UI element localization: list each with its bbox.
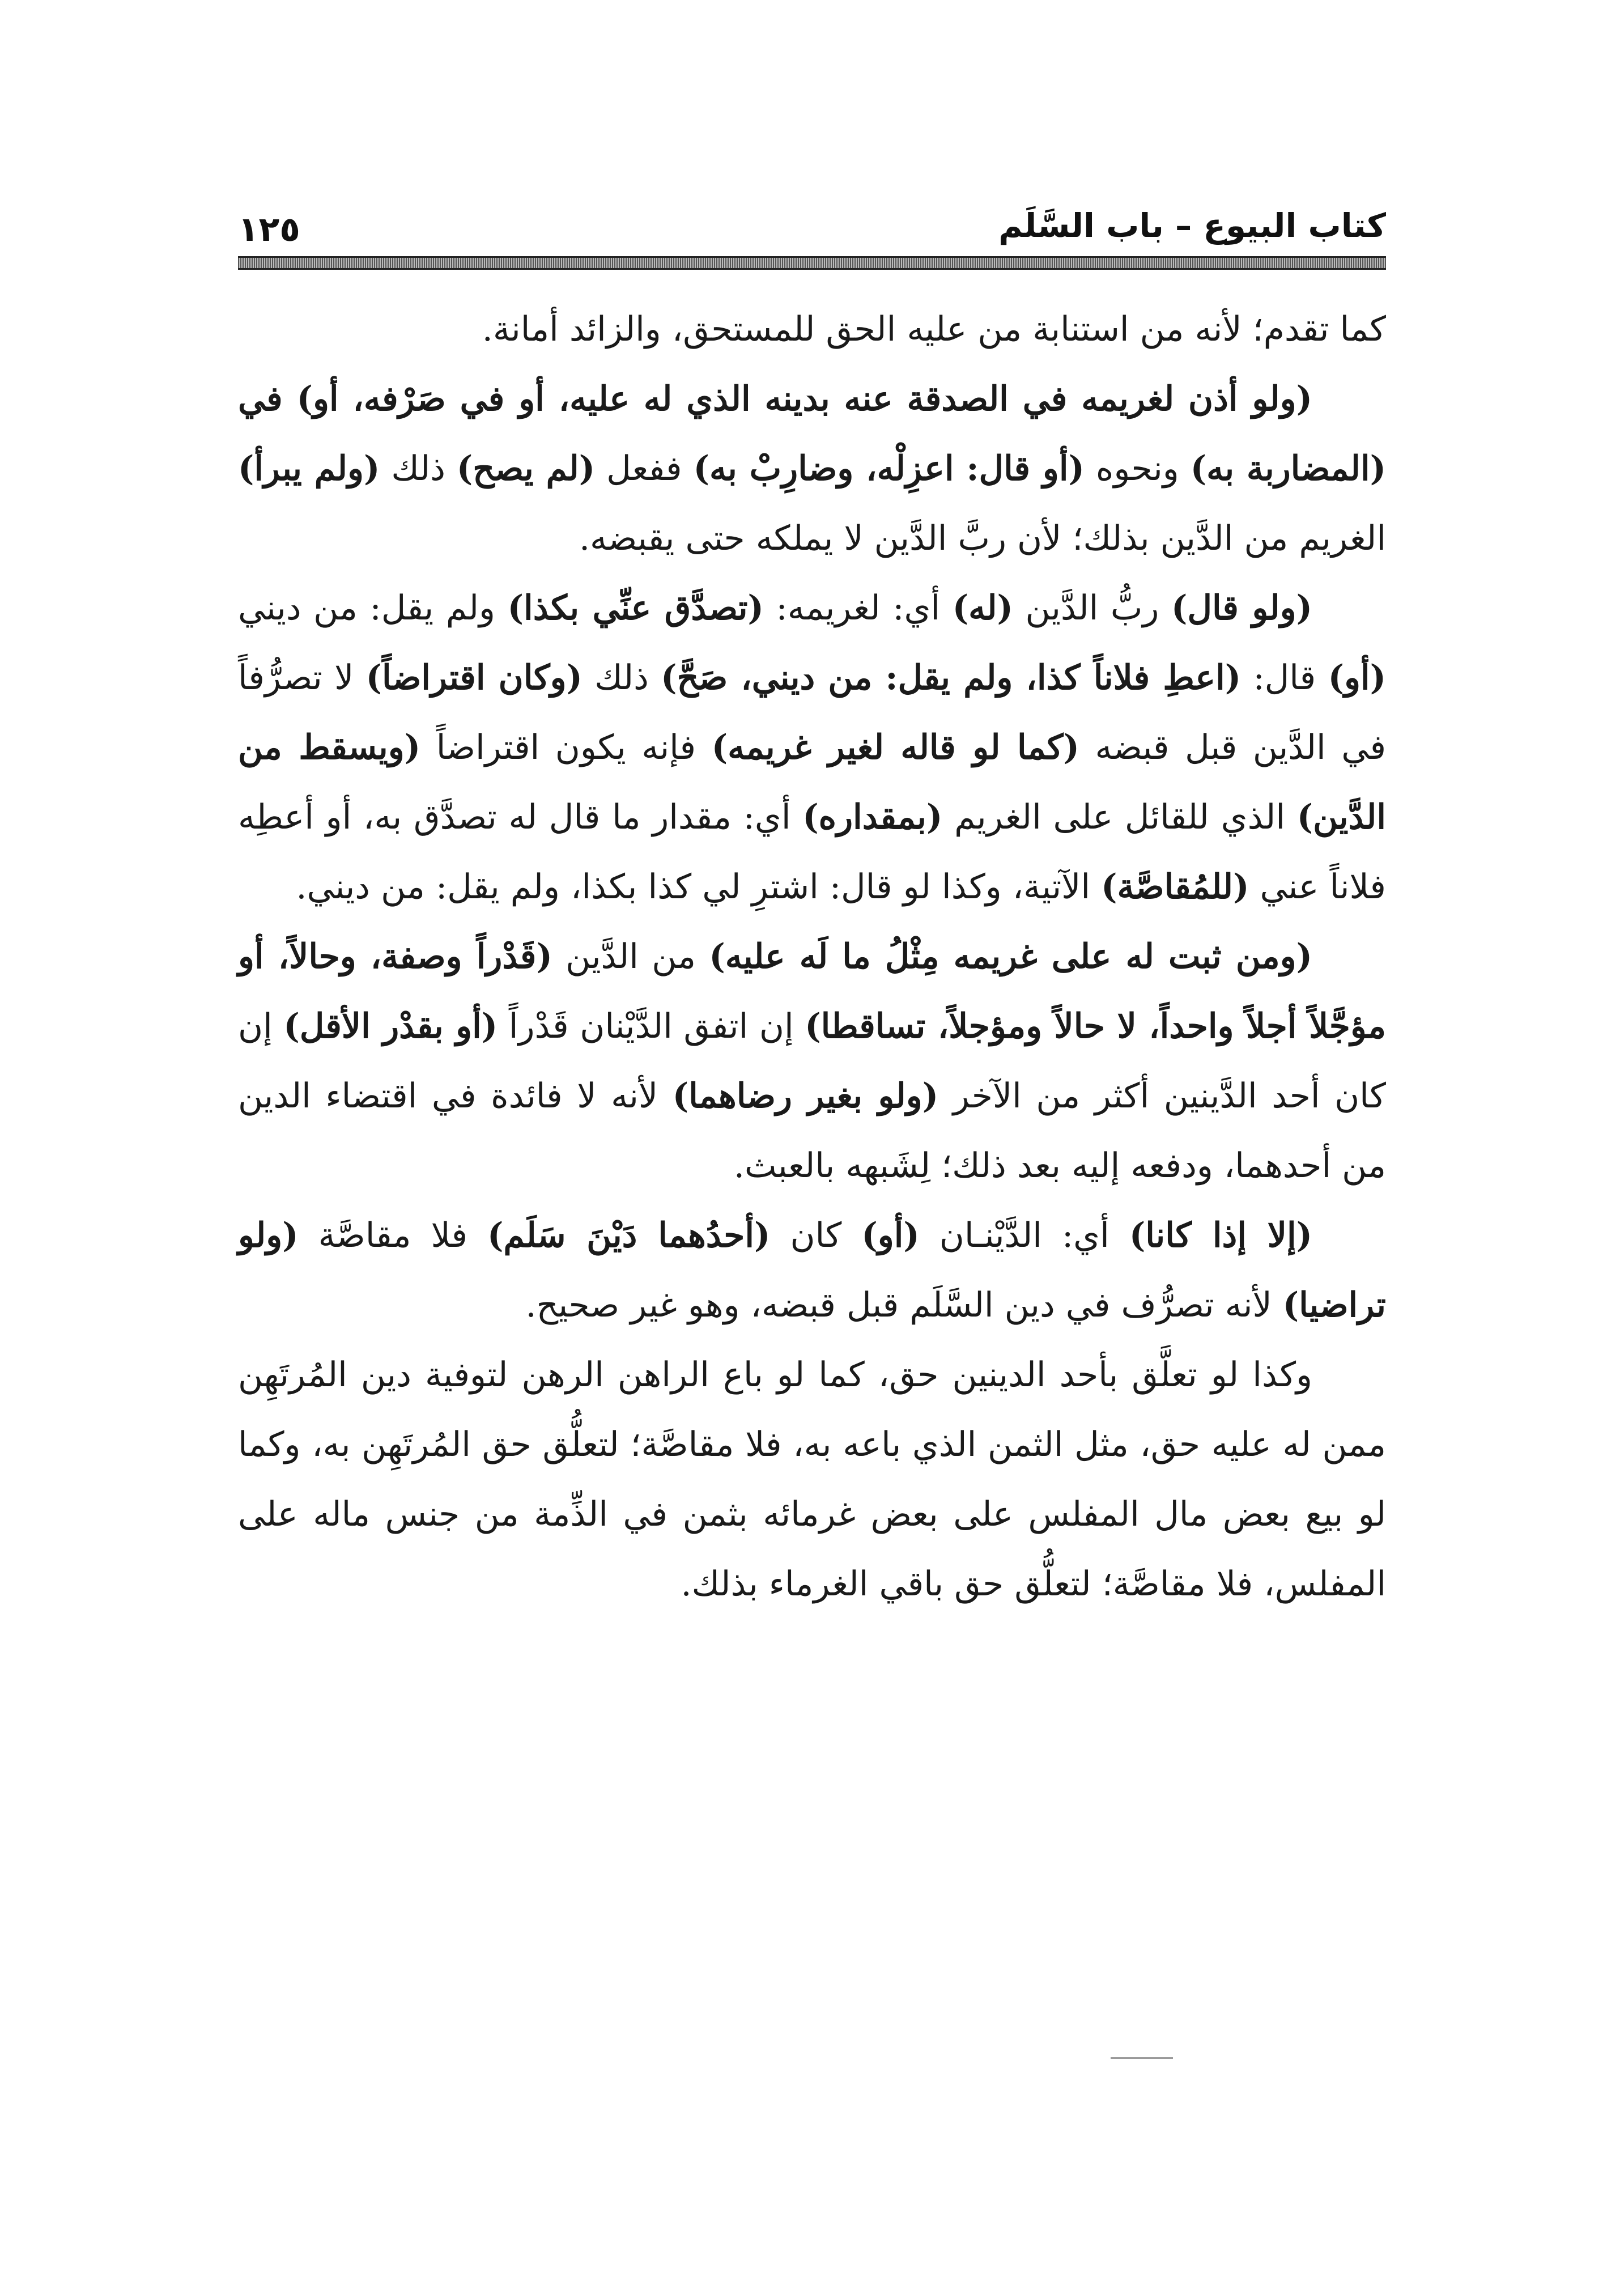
sharh-text: ففعل <box>595 449 694 489</box>
sharh-text: الغريم من الدَّين بذلك؛ لأن ربَّ الدَّين لا يملكه حتى يقبضه. <box>579 519 1386 558</box>
sharh-text: الآتية، وكذا لو قال: اشترِ لي كذا بكذا، ولم يقل: من ديني. <box>296 867 1102 907</box>
sharh-text: ولم يقل: من ديني <box>238 588 508 628</box>
running-title: كتاب البيوع – باب السَّلَم <box>998 206 1386 245</box>
sharh-text: كما تقدم؛ لأنه من استنابة من عليه الحق للمستحق، والزائد أمانة. <box>482 309 1386 349</box>
sharh-text: أي: لغريمه: <box>763 588 953 628</box>
sharh-text: ونحوه <box>1084 449 1191 489</box>
sharh-text: فإنه يكون اقتراضاً <box>420 728 712 767</box>
sharh-text: لأنه تصرُّف في دين السَّلَم قبل قبضه، وهو غير صحيح. <box>525 1285 1283 1325</box>
sharh-text: لأنه لا فائدة في اقتضاء الدين من أحدهما، ودفعه إليه بعد ذلك؛ لِشَبهه بالعبث. <box>238 1076 1386 1186</box>
body-text <box>238 295 1386 1619</box>
paragraph <box>238 364 1386 574</box>
matn-text: (تصدَّق عنِّي بكذا) <box>507 588 764 628</box>
matn-text: (ويسقط من الدَّين) <box>238 728 1386 837</box>
paragraph <box>238 922 1386 1201</box>
sharh-text: كان <box>770 1216 862 1255</box>
matn-text: (ولو بغير رضاهما) <box>672 1076 939 1116</box>
sharh-text: ربُّ الدَّين <box>1013 588 1171 628</box>
matn-text: (أو) <box>1328 658 1386 698</box>
page-number: ١٢٥ <box>238 210 300 249</box>
header-rule <box>238 256 1386 270</box>
matn-text: (ولم يبرأ) <box>238 449 380 489</box>
matn-text: (بمقداره) <box>802 797 943 837</box>
matn-text: (وكان اقتراضاً) <box>365 658 583 698</box>
matn-text: (اعطِ فلاناً كذا، ولم يقل: من ديني، صَحَّ) <box>661 658 1242 698</box>
sharh-text: أي: مقدار ما قال له تصدَّق به، أو أعطِه فلاناً عني <box>238 797 1386 907</box>
matn-text: (إلا إذا كانا) <box>1129 1216 1313 1255</box>
paragraph <box>238 1340 1386 1619</box>
sharh-text: ذلك <box>380 449 457 489</box>
matn-text: (له) <box>952 588 1013 628</box>
matn-text: (أو قال: اعزِلْه، وضارِبْ به) <box>693 449 1085 489</box>
sharh-text: ذلك <box>582 658 661 698</box>
sharh-text: من الدَّين <box>552 937 709 976</box>
page-header <box>238 193 1386 255</box>
sharh-text: لا تصرُّفاً في الدَّين قبل قبضه <box>238 658 1387 767</box>
sharh-text: قال: <box>1241 658 1328 698</box>
sharh-text: إن كان أحد الدَّينين أكثر من الآخر <box>238 1007 1386 1116</box>
paragraph <box>238 574 1386 922</box>
sharh-text: إن اتفق الدَّيْنان قَدْراً <box>498 1007 805 1046</box>
matn-text: (ولو أذن لغريمه في الصدقة عنه بدينه الذي له عليه، أو في صَرْفه، أو) في (المضاربة به) <box>238 379 1387 489</box>
paragraph <box>238 1201 1386 1340</box>
matn-text: (أو بقدْر الأقل) <box>283 1007 498 1046</box>
matn-text: (للمُقاصَّة) <box>1101 867 1249 907</box>
sharh-text: أي: الدَّيْنـان <box>919 1216 1129 1255</box>
matn-text: (لم يصح) <box>456 449 596 489</box>
matn-text: (أو) <box>861 1216 920 1255</box>
bottom-mark <box>1111 2057 1173 2059</box>
sharh-text: وكذا لو تعلَّق بأحد الدينين حق، كما لو باع الراهن الرهن لتوفية دين المُرتَهِن ممن له عليه حق، مثل الثمن الذي باعه به، فلا مقاصَّة؛ لتعلُّق حق المُرتَهِن به، وكما لو بيع بعض مال المفلس على بعض غرمائه بثمن في الذِّمة من جنس ماله على المفلس، فلا مقاصَّة؛ لتعلُّق حق باقي الغرماء بذلك. <box>238 1355 1386 1604</box>
sharh-text: فلا مقاصَّة <box>298 1216 488 1255</box>
matn-text: (ومن ثبت له على غريمه مِثْلُ ما لَه عليه) <box>709 937 1313 976</box>
sharh-text: الذي للقائل على الغريم <box>942 797 1297 837</box>
matn-text: (كما لو قاله لغير غريمه) <box>711 728 1079 767</box>
matn-text: (ولو قال) <box>1171 588 1312 628</box>
paragraph <box>238 295 1386 364</box>
matn-text: (قَدْراً وصفة، وحالاً، أو مؤجَّلاً أجلاً واحداً، لا حالاً ومؤجلاً، تساقطا) <box>238 937 1386 1046</box>
matn-text: (ولو تراضيا) <box>238 1216 1386 1325</box>
matn-text: (أحدُهما دَيْنَ سَلَم) <box>487 1216 771 1255</box>
